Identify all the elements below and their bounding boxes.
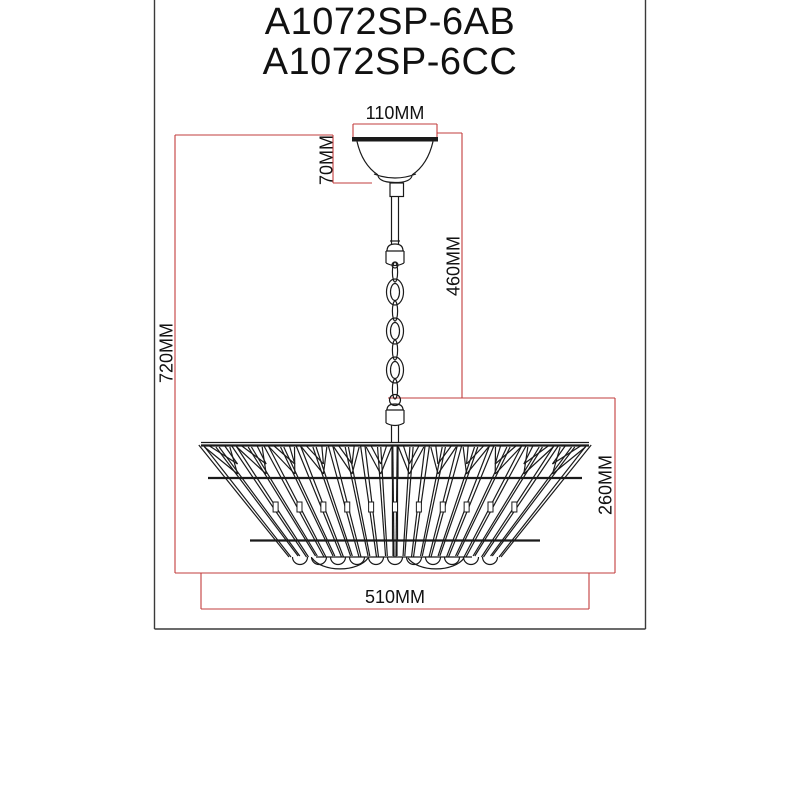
dim-chain-drop-label: 460MM [443,235,464,297]
canopy [352,137,438,197]
shade-bottom-scallops [293,557,498,565]
suspension-chain [386,197,404,444]
dim-shade-diameter-label: 510MM [364,587,426,607]
model-number-1: A1072SP-6AB [264,1,516,43]
crystal-shade [199,443,591,569]
model-number-2: A1072SP-6CC [262,41,518,83]
dim-shade-height-label: 260MM [595,454,616,516]
dim-canopy-height-label: 70MM [316,134,337,186]
sheet-frame [155,0,646,629]
dim-total-height-label: 720MM [156,322,177,384]
dim-canopy-width-label: 110MM [365,103,425,123]
